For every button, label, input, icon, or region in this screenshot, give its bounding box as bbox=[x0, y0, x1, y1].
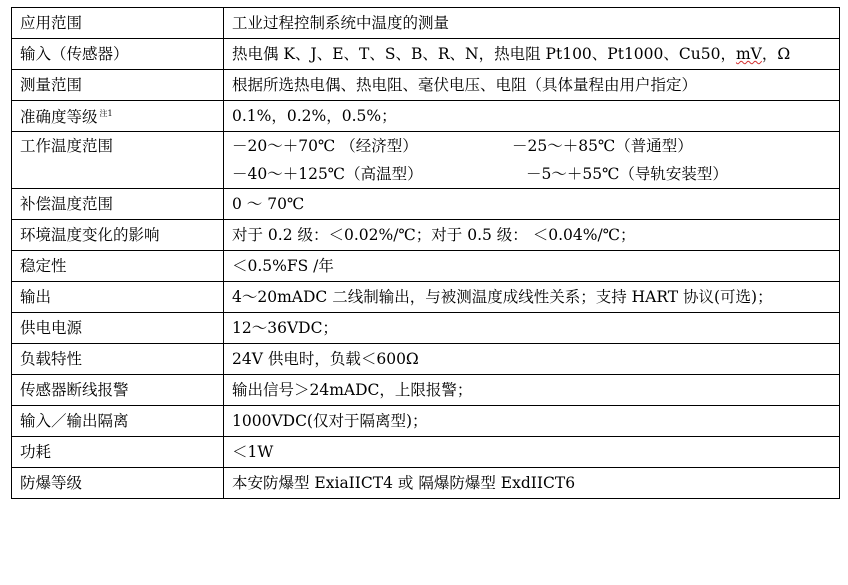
spec-table bbox=[11, 7, 840, 499]
row-value: 根据所选热电偶、热电阻、毫伏电压、电阻（具体量程由用户指定） bbox=[224, 70, 840, 101]
table-row bbox=[12, 101, 840, 132]
row-value: 1000VDC(仅对于隔离型)； bbox=[224, 406, 840, 437]
row-label: 补偿温度范围 bbox=[12, 189, 224, 220]
row-label: 应用范围 bbox=[12, 8, 224, 39]
table-row bbox=[12, 8, 840, 39]
row-value: 0.1%，0.2%，0.5%； bbox=[224, 101, 840, 132]
row-value: 对于 0.2 级：＜0.02%/℃；对于 0.5 级： ＜0.04%/℃； bbox=[224, 220, 840, 251]
input-types-text: 热电偶 K、J、E、T、S、B、R、N，热电阻 Pt100、Pt1000、Cu50， bbox=[232, 45, 736, 63]
row-label: 测量范围 bbox=[12, 70, 224, 101]
row-value: 工业过程控制系统中温度的测量 bbox=[224, 8, 840, 39]
row-value: 12～36VDC； bbox=[224, 313, 840, 344]
row-label: 功耗 bbox=[12, 437, 224, 468]
table-row bbox=[12, 437, 840, 468]
table-row bbox=[12, 70, 840, 101]
table-row bbox=[12, 468, 840, 499]
row-value: 输出信号＞24mADC，上限报警； bbox=[224, 375, 840, 406]
row-label: 工作温度范围 bbox=[12, 132, 224, 189]
table-row bbox=[12, 132, 840, 189]
row-value bbox=[224, 39, 840, 70]
mv-text: mV bbox=[735, 45, 762, 63]
row-label: 稳定性 bbox=[12, 251, 224, 282]
temp-range-rail: －5～＋55℃（导轨安装型） bbox=[526, 165, 728, 183]
table-row bbox=[12, 220, 840, 251]
row-value: 24V 供电时，负载＜600Ω bbox=[224, 344, 840, 375]
row-value: ＜0.5%FS /年 bbox=[224, 251, 840, 282]
table-row bbox=[12, 406, 840, 437]
temp-range-standard: －25～＋85℃（普通型） bbox=[512, 137, 693, 155]
table-row bbox=[12, 344, 840, 375]
row-label: 供电电源 bbox=[12, 313, 224, 344]
table-row bbox=[12, 313, 840, 344]
table-row bbox=[12, 39, 840, 70]
row-label: 防爆等级 bbox=[12, 468, 224, 499]
temp-range-economy: －20～＋70℃ （经济型） bbox=[232, 137, 418, 155]
temp-range-high: －40～＋125℃（高温型） bbox=[232, 165, 423, 183]
row-value: 4～20mADC 二线制输出，与被测温度成线性关系；支持 HART 协议(可选)； bbox=[224, 282, 840, 313]
row-label: 输入／输出隔离 bbox=[12, 406, 224, 437]
table-row bbox=[12, 251, 840, 282]
row-label: 环境温度变化的影响 bbox=[12, 220, 224, 251]
temp-range-line-2 bbox=[232, 160, 839, 188]
row-label bbox=[12, 101, 224, 132]
row-label: 输入（传感器） bbox=[12, 39, 224, 70]
row-value: ＜1W bbox=[224, 437, 840, 468]
table-row bbox=[12, 189, 840, 220]
ohm-text: ，Ω bbox=[761, 45, 791, 63]
row-value: 本安防爆型 ExiaIICT4 或 隔爆防爆型 ExdIICT6 bbox=[224, 468, 840, 499]
footnote-marker: 注1 bbox=[99, 109, 113, 119]
accuracy-label: 准确度等级 bbox=[20, 108, 98, 127]
spec-sheet bbox=[11, 7, 840, 499]
temp-range-line-1 bbox=[232, 132, 839, 160]
row-value bbox=[224, 132, 840, 189]
row-label: 负载特性 bbox=[12, 344, 224, 375]
row-value: 0 ～ 70℃ bbox=[224, 189, 840, 220]
table-row bbox=[12, 375, 840, 406]
row-label: 输出 bbox=[12, 282, 224, 313]
row-label: 传感器断线报警 bbox=[12, 375, 224, 406]
table-row bbox=[12, 282, 840, 313]
